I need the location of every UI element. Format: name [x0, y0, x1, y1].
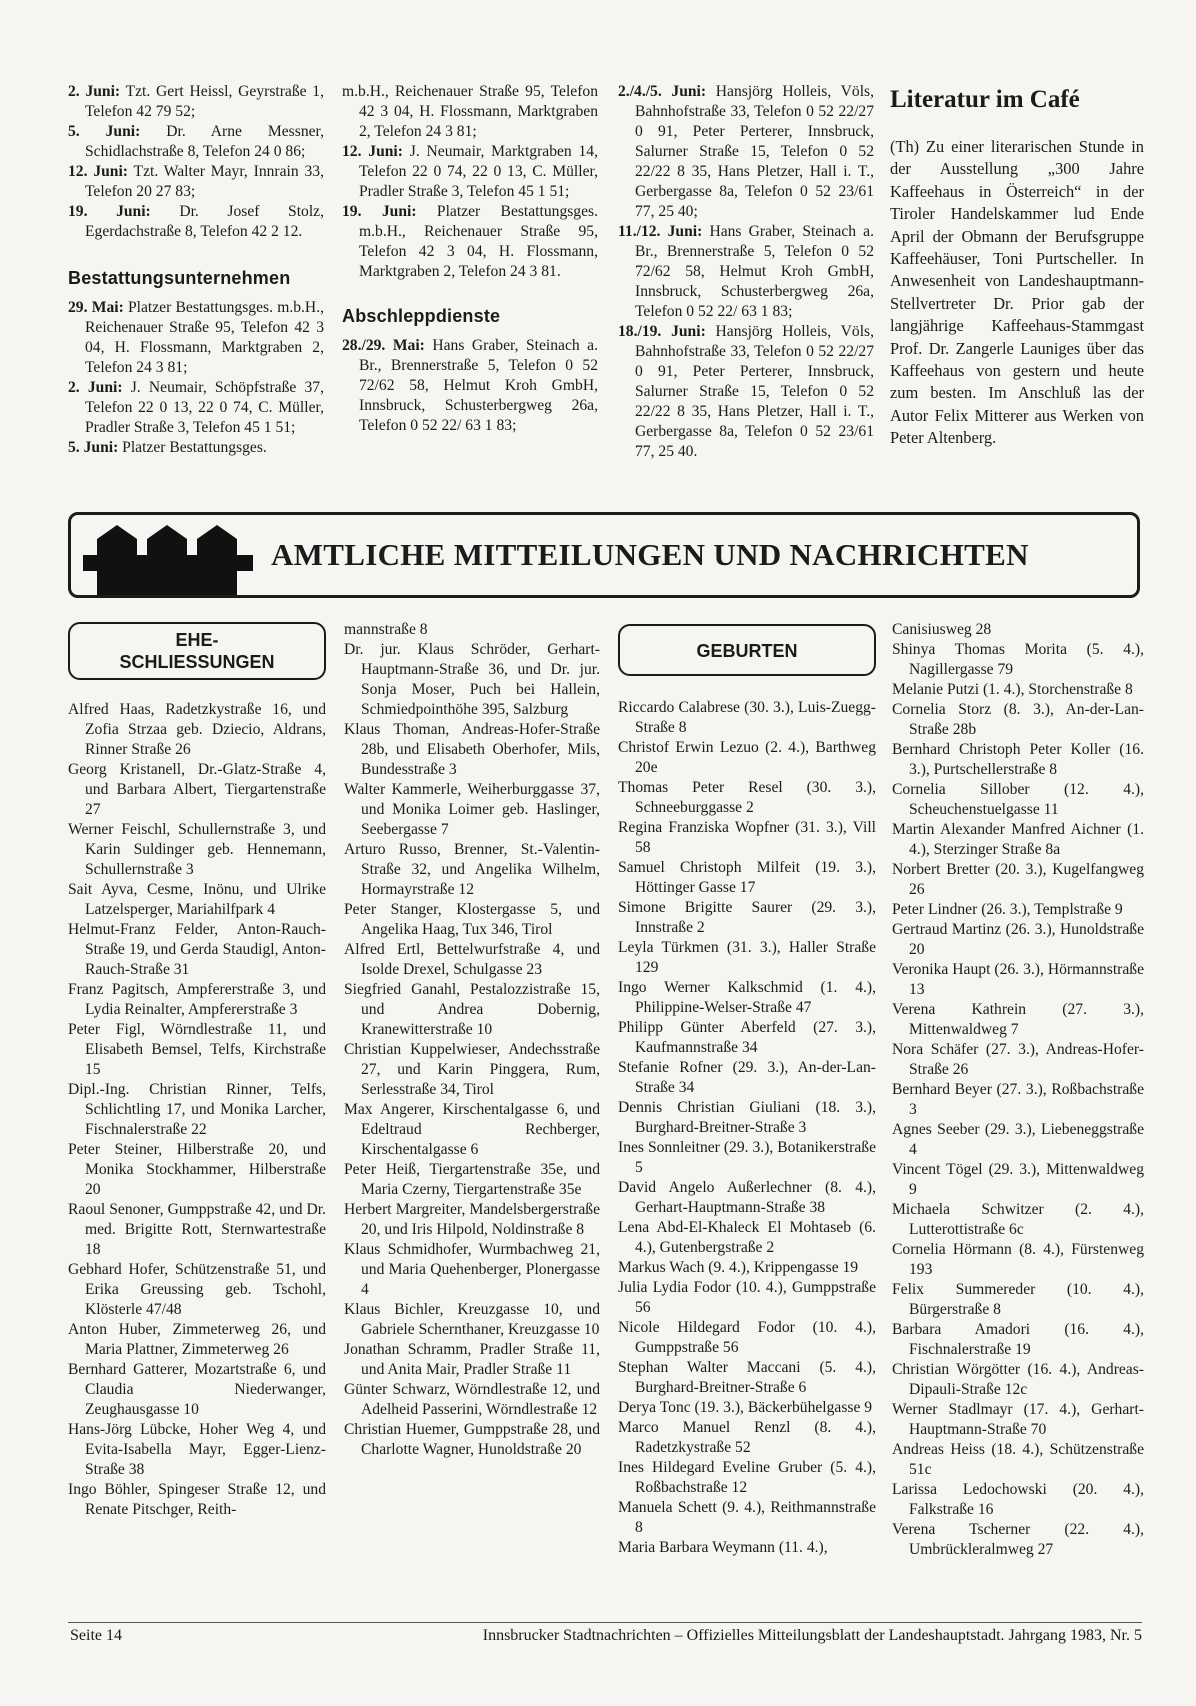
list-item: Maria Barbara Weymann (11. 4.),	[618, 1539, 828, 1556]
ehe-heading	[68, 622, 326, 680]
ehe-list-1	[68, 700, 326, 1520]
list-item: Günter Schwarz, Wörndlestraße 12, und Adelheid Passerini, Wörndlestraße 12	[344, 1381, 600, 1418]
list-item: Marco Manuel Renzl (8. 4.), Radetzkystraße 52	[618, 1419, 876, 1456]
list-item: Martin Alexander Manfred Aichner (1. 4.), Sterzinger Straße 8a	[892, 821, 1144, 858]
list-item: Simone Brigitte Saurer (29. 3.), Innstraße 2	[618, 899, 876, 936]
list-item: Peter Figl, Wörndlestraße 11, und Elisabeth Bemsel, Telfs, Kirchstraße 15	[68, 1021, 326, 1078]
entry-date: 11./12. Juni:	[618, 223, 703, 240]
list-item: Nora Schäfer (27. 3.), Andreas-Hofer-Straße 26	[892, 1041, 1144, 1078]
geburten-list-1	[618, 698, 876, 1558]
list-item: Anton Huber, Zimmeterweg 26, und Maria Plattner, Zimmeterweg 26	[68, 1321, 326, 1358]
list-item: Thomas Peter Resel (30. 3.), Schneeburggasse 2	[618, 779, 876, 816]
entry-date: 5. Juni:	[68, 123, 141, 140]
ehe-list-2	[344, 620, 600, 1460]
list-item: David Angelo Außerlechner (8. 4.), Gerhart-Hauptmann-Straße 38	[618, 1179, 876, 1216]
notdienst-entry	[68, 122, 324, 162]
list-item: Shinya Thomas Morita (5. 4.), Nagillergasse 79	[892, 641, 1144, 678]
entry-text: Platzer Bestattungsges.	[122, 439, 267, 456]
entry-text: J. Neumair, Schöpfstraße 37, Telefon 22 0 13, 22 0 74, C. Müller, Pradler Straße 3, Telefon 45 1 51;	[85, 379, 324, 436]
list-item: Klaus Bichler, Kreuzgasse 10, und Gabriele Schernthaner, Kreuzgasse 10	[344, 1301, 600, 1338]
list-item: Klaus Thoman, Andreas-Hofer-Straße 28b, und Elisabeth Oberhofer, Mils, Bundesstraße 3	[344, 721, 600, 778]
list-item: Canisiusweg 28	[892, 621, 992, 638]
notdienst-entry	[618, 222, 874, 322]
list-item: Bernhard Christoph Peter Koller (16. 3.), Purtschellerstraße 8	[892, 741, 1144, 778]
list-item: Hans-Jörg Lübcke, Hoher Weg 4, und Evita-Isabella Mayr, Egger-Lienz-Straße 38	[68, 1421, 326, 1478]
list-item: Christof Erwin Lezuo (2. 4.), Barthweg 20e	[618, 739, 876, 776]
entry-text: J. Neumair, Marktgraben 14, Telefon 22 0 74, 22 0 13, C. Müller, Pradler Straße 3, Telefon 45 1 51;	[359, 143, 598, 200]
list-item: Ines Hildegard Eveline Gruber (5. 4.), Roßbachstraße 12	[618, 1459, 876, 1496]
entry-text: Hansjörg Holleis, Völs, Bahnhofstraße 33, Telefon 0 52 22/27 0 91, Peter Perterer, Innsbruck, Salurner Straße 15, Telefon 0 52 22/22 8 35, Hans Pletzer, Hall i. T., Gerbergasse 8a, Telefon 0 52 23/61 77, 25 40;	[635, 83, 874, 220]
entry-text: Hans Graber, Steinach a. Br., Brennerstraße 5, Telefon 0 52 72/62 58, Helmut Kroh GmbH, Innsbruck, Schusterbergweg 26a, Telefon 0 52 22/ 63 1 83;	[359, 337, 598, 434]
notdienst-entry	[68, 298, 324, 378]
list-item: Andreas Heiss (18. 4.), Schützenstraße 51c	[892, 1441, 1144, 1478]
list-item: Dr. jur. Klaus Schröder, Gerhart-Hauptmann-Straße 36, und Dr. jur. Sonja Moser, Puch bei Hallein, Schmiedpointhöhe 395, Salzburg	[344, 641, 600, 718]
notdienst-entry	[618, 82, 874, 222]
list-item: Helmut-Franz Felder, Anton-Rauch-Straße 19, und Gerda Staudigl, Anton-Rauch-Straße 31	[68, 921, 326, 978]
notdienst-entry	[342, 202, 598, 282]
list-item: Gebhard Hofer, Schützenstraße 51, und Erika Greussing geb. Tschohl, Klösterle 47/48	[68, 1261, 326, 1318]
entry-text: Dr. Arne Messner, Schidlachstraße 8, Telefon 24 0 86;	[85, 123, 324, 160]
list-item: Stephan Walter Maccani (5. 4.), Burghard-Breitner-Straße 6	[618, 1359, 876, 1396]
list-item: Verena Tscherner (22. 4.), Umbrückleralmweg 27	[892, 1521, 1144, 1558]
list-item: Gertraud Martinz (26. 3.), Hunoldstraße 20	[892, 921, 1144, 958]
notdienst-entry	[68, 202, 324, 242]
list-item: Lena Abd-El-Khaleck El Mohtaseb (6. 4.), Gutenbergstraße 2	[618, 1219, 876, 1256]
section-banner	[68, 512, 1140, 598]
ehe-heading-line1: EHE-	[175, 630, 219, 650]
list-item: Christian Wörgötter (16. 4.), Andreas-Dipauli-Straße 12c	[892, 1361, 1144, 1398]
list-item: Jonathan Schramm, Pradler Straße 11, und Anita Mair, Pradler Straße 11	[344, 1341, 600, 1378]
list-item: Peter Stanger, Klostergasse 5, und Angelika Haag, Tux 346, Tirol	[344, 901, 600, 938]
innsbruck-crest-icon	[83, 515, 253, 595]
list-item: Agnes Seeber (29. 3.), Liebeneggstraße 4	[892, 1121, 1144, 1158]
list-item: Larissa Ledochowski (20. 4.), Falkstraße 16	[892, 1481, 1144, 1518]
list-item: Samuel Christoph Milfeit (19. 3.), Höttinger Gasse 17	[618, 859, 876, 896]
list-item: Christian Huemer, Gumppstraße 28, und Charlotte Wagner, Hunoldstraße 20	[344, 1421, 600, 1458]
list-item: Alfred Ertl, Bettelwurfstraße 4, und Isolde Drexel, Schulgasse 23	[344, 941, 600, 978]
list-item: Felix Summereder (10. 4.), Bürgerstraße 8	[892, 1281, 1144, 1318]
geburten-column-1	[618, 624, 876, 1558]
geburten-list-2	[892, 620, 1144, 1560]
abschlepp-list	[342, 336, 598, 436]
notdienst-entry	[342, 82, 598, 142]
list-item: Werner Stadlmayr (17. 4.), Gerhart-Hauptmann-Straße 70	[892, 1401, 1144, 1438]
entry-date: 29. Mai:	[68, 299, 124, 316]
entry-text: Hansjörg Holleis, Völs, Bahnhofstraße 33, Telefon 0 52 22/27 0 91, Peter Perterer, Innsbruck, Salurner Straße 15, Telefon 0 52 22/22 8 35, Hans Pletzer, Hall i. T., Gerbergasse 8a, Telefon 0 52 23/61 77, 25 40.	[635, 323, 874, 460]
entry-text: Dr. Josef Stolz, Egerdachstraße 8, Telefon 42 2 12.	[85, 203, 325, 240]
entry-date: 5. Juni:	[68, 439, 119, 456]
entry-date: 2. Juni:	[68, 83, 121, 100]
entry-text: Platzer Bestattungsges. m.b.H., Reichenauer Straße 95, Telefon 42 3 04, H. Flossmann, Marktgraben 2, Telefon 24 3 81.	[359, 203, 598, 280]
ehe-column-1	[68, 622, 326, 1520]
list-item: Dipl.-Ing. Christian Rinner, Telfs, Schlichtling 17, und Monika Larcher, Fischnalerstraße 22	[68, 1081, 326, 1138]
list-item: Cornelia Hörmann (8. 4.), Fürstenweg 193	[892, 1241, 1144, 1278]
entry-date: 12. Juni:	[342, 143, 403, 160]
list-item: Ingo Böhler, Spingeser Straße 12, und Renate Pitschger, Reith-	[68, 1481, 326, 1518]
bestattung-list	[68, 298, 324, 458]
list-item: Walter Kammerle, Weiherburggasse 37, und Monika Loimer geb. Haslinger, Seebergasse 7	[344, 781, 600, 838]
list-item: Nicole Hildegard Fodor (10. 4.), Gumppstraße 56	[618, 1319, 876, 1356]
list-item: Philipp Günter Aberfeld (27. 3.), Kaufmannstraße 34	[618, 1019, 876, 1056]
notdienst-list-1	[68, 82, 324, 242]
entry-text: m.b.H., Reichenauer Straße 95, Telefon 42 3 04, H. Flossmann, Marktgraben 2, Telefon 24 3 81;	[342, 83, 598, 140]
top-column-1	[68, 82, 324, 458]
list-item: Peter Lindner (26. 3.), Templstraße 9	[892, 901, 1123, 918]
list-item: Klaus Schmidhofer, Wurmbachweg 21, und Maria Quehenberger, Plonergasse 4	[344, 1241, 600, 1298]
ehe-heading-line2: SCHLIESSUNGEN	[119, 652, 275, 672]
entry-text: Tzt. Walter Mayr, Innrain 33, Telefon 20 27 83;	[85, 163, 324, 200]
list-item: Christian Kuppelwieser, Andechsstraße 27, und Karin Pinggera, Rum, Serlesstraße 34, Tirol	[344, 1041, 600, 1098]
page-footer	[70, 1627, 1142, 1645]
abschlepp-list-cont	[618, 82, 874, 462]
abschlepp-heading: Abschleppdienste	[342, 306, 501, 326]
notdienst-entry	[68, 82, 324, 122]
list-item: Georg Kristanell, Dr.-Glatz-Straße 4, und Barbara Albert, Tiergartenstraße 27	[68, 761, 326, 818]
entry-date: 19. Juni:	[342, 203, 417, 220]
list-item: Vincent Tögel (29. 3.), Mittenwaldweg 9	[892, 1161, 1144, 1198]
list-item: Stefanie Rofner (29. 3.), An-der-Lan-Straße 34	[618, 1059, 876, 1096]
list-item: Franz Pagitsch, Ampfererstraße 3, und Lydia Reinalter, Ampfererstraße 3	[68, 981, 326, 1018]
geburten-column-2	[892, 620, 1144, 1560]
entry-text: Hans Graber, Steinach a. Br., Brennerstraße 5, Telefon 0 52 72/62 58, Helmut Kroh GmbH, Innsbruck, Schusterbergweg 26a, Telefon 0 52 22/ 63 1 83;	[635, 223, 874, 320]
entry-date: 28./29. Mai:	[342, 337, 425, 354]
geburten-heading: GEBURTEN	[618, 624, 876, 676]
list-item: mannstraße 8	[344, 621, 428, 638]
list-item: Sait Ayva, Cesme, Inönu, und Ulrike Latzelsperger, Mariahilfpark 4	[68, 881, 326, 918]
list-item: Alfred Haas, Radetzkystraße 16, und Zofia Strzaa geb. Dziecio, Aldrans, Rinner Straße 26	[68, 701, 326, 758]
list-item: Michaela Schwitzer (2. 4.), Lutterottistraße 6c	[892, 1201, 1144, 1238]
entry-date: 12. Juni:	[68, 163, 128, 180]
list-item: Leyla Türkmen (31. 3.), Haller Straße 129	[618, 939, 876, 976]
list-item: Herbert Margreiter, Mandelsbergerstraße 20, und Iris Hilpold, Noldinstraße 8	[344, 1201, 600, 1238]
list-item: Derya Tonc (19. 3.), Bäckerbühelgasse 9	[618, 1399, 873, 1416]
list-item: Riccardo Calabrese (30. 3.), Luis-Zuegg-Straße 8	[618, 699, 876, 736]
list-item: Max Angerer, Kirschentalgasse 6, und Edeltraud Rechberger, Kirschentalgasse 6	[344, 1101, 600, 1158]
list-item: Norbert Bretter (20. 3.), Kugelfangweg 26	[892, 861, 1144, 898]
ehe-column-2	[344, 620, 600, 1460]
literatur-article	[890, 82, 1144, 450]
page-number: Seite 14	[70, 1627, 122, 1644]
footer-rule	[68, 1622, 1142, 1623]
list-item: Ines Sonnleitner (29. 3.), Botanikerstraße 5	[618, 1139, 876, 1176]
list-item: Raoul Senoner, Gumppstraße 42, und Dr. med. Brigitte Rott, Sternwartestraße 18	[68, 1201, 326, 1258]
notdienst-entry	[618, 322, 874, 462]
list-item: Werner Feischl, Schullernstraße 3, und Karin Suldinger geb. Hennemann, Schullernstraße 3	[68, 821, 326, 878]
list-item: Bernhard Gatterer, Mozartstraße 6, und Claudia Niederwanger, Zeughausgasse 10	[68, 1361, 326, 1418]
banner-title: AMTLICHE MITTEILUNGEN UND NACHRICHTEN	[271, 537, 1029, 572]
list-item: Julia Lydia Fodor (10. 4.), Gumppstraße 56	[618, 1279, 876, 1316]
notdienst-entry	[68, 162, 324, 202]
list-item: Bernhard Beyer (27. 3.), Roßbachstraße 3	[892, 1081, 1144, 1118]
list-item: Verena Kathrein (27. 3.), Mittenwaldweg 7	[892, 1001, 1144, 1038]
entry-text: Platzer Bestattungsges. m.b.H., Reichenauer Straße 95, Telefon 42 3 04, H. Flossmann, Marktgraben 2, Telefon 24 3 81;	[85, 299, 324, 376]
bestattung-heading: Bestattungsunternehmen	[68, 268, 291, 288]
notdienst-entry	[68, 378, 324, 438]
top-column-3	[618, 82, 874, 462]
notdienst-entry	[342, 336, 598, 436]
list-item: Arturo Russo, Brenner, St.-Valentin-Straße 32, und Angelika Wilhelm, Hormayrstraße 12	[344, 841, 600, 898]
literatur-title: Literatur im Café	[890, 86, 1080, 113]
list-item: Markus Wach (9. 4.), Krippengasse 19	[618, 1259, 859, 1276]
list-item: Veronika Haupt (26. 3.), Hörmannstraße 13	[892, 961, 1144, 998]
list-item: Ingo Werner Kalkschmid (1. 4.), Philippine-Welser-Straße 47	[618, 979, 876, 1016]
list-item: Dennis Christian Giuliani (18. 3.), Burghard-Breitner-Straße 3	[618, 1099, 876, 1136]
entry-date: 18./19. Juni:	[618, 323, 706, 340]
publication-line: Innsbrucker Stadtnachrichten – Offizielles Mitteilungsblatt der Landeshauptstadt. Jahrgang 1983, Nr. 5	[482, 1627, 1142, 1644]
notdienst-entry	[68, 438, 324, 458]
list-item: Melanie Putzi (1. 4.), Storchenstraße 8	[892, 681, 1133, 698]
list-item: Peter Heiß, Tiergartenstraße 35e, und Maria Czerny, Tiergartenstraße 35e	[344, 1161, 600, 1198]
list-item: Regina Franziska Wopfner (31. 3.), Vill 58	[618, 819, 876, 856]
list-item: Cornelia Sillober (12. 4.), Scheuchenstuelgasse 11	[892, 781, 1144, 818]
list-item: Barbara Amadori (16. 4.), Fischnalerstraße 19	[892, 1321, 1144, 1358]
list-item: Peter Steiner, Hilberstraße 20, und Monika Stockhammer, Hilberstraße 20	[68, 1141, 326, 1198]
entry-text: Tzt. Gert Heissl, Geyrstraße 1, Telefon 42 79 52;	[85, 83, 324, 120]
list-item: Cornelia Storz (8. 3.), An-der-Lan-Straße 28b	[892, 701, 1144, 738]
literatur-text: (Th) Zu einer literarischen Stunde in der Ausstellung „300 Jahre Kaffeehaus in Österreich“ in der Tiroler Handelskammer lud Ende April der Obmann der Berufsgruppe Kaffeehäuser, Toni Purtscheller. In Anwesenheit von Landeshauptmann-Stellvertreter Dr. Prior gab der langjährige Kaffeehaus-Stammgast Prof. Dr. Zangerle Launiges über das Kaffeehaus von gestern und heute zum besten. Im Anschluß las der Autor Felix Mitterer aus Werken von Peter Altenberg.	[890, 137, 1144, 448]
entry-date: 2. Juni:	[68, 379, 123, 396]
list-item: Manuela Schett (9. 4.), Reithmannstraße 8	[618, 1499, 876, 1536]
list-item: Siegfried Ganahl, Pestalozzistraße 15, und Andrea Dobernig, Kranewitterstraße 10	[344, 981, 600, 1038]
entry-date: 19. Juni:	[68, 203, 151, 220]
entry-date: 2./4./5. Juni:	[618, 83, 707, 100]
top-column-2	[342, 82, 598, 436]
bestattung-list-cont	[342, 82, 598, 282]
notdienst-entry	[342, 142, 598, 202]
